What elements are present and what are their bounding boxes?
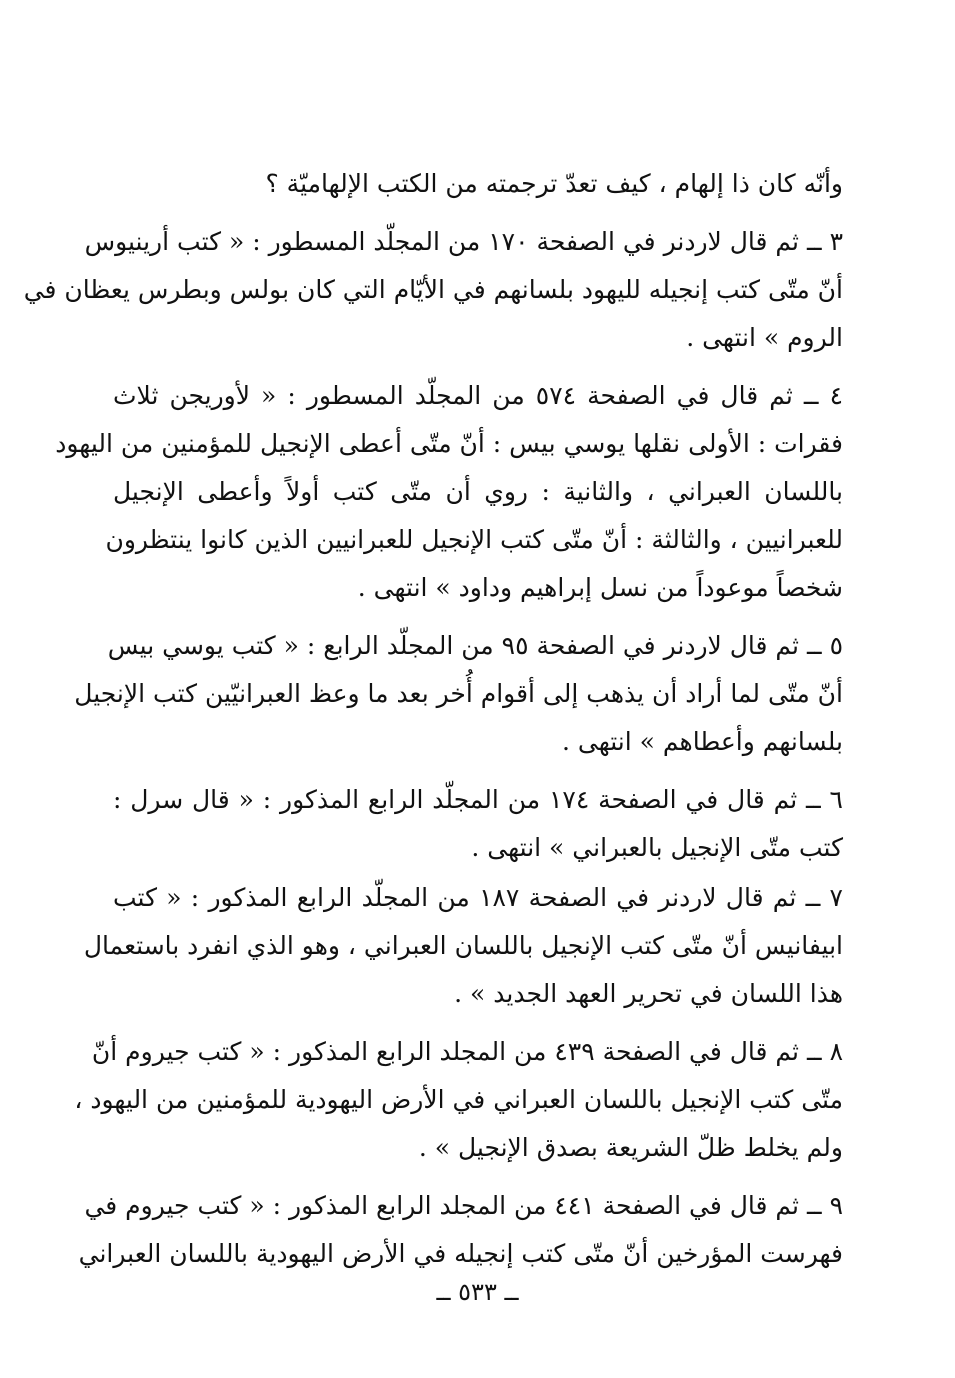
text-line: فهرست المؤرخين أنّ متّى كتب إنجيله في الأرض اليهودية باللسان العبراني <box>78 1239 843 1268</box>
paragraph-7 <box>74 1028 843 1172</box>
paragraph-1 <box>113 160 843 208</box>
text-line: ٣ ــ ثم قال لاردنر في الصفحة ١٧٠ من المجلّد المسطور : « كتب أرينيوس <box>84 227 843 256</box>
text-line: باللسان العبراني ، والثانية : روي أن متّى كتب أولاً وأعطى الإنجيل <box>113 477 843 506</box>
text-line: ٦ ــ ثم قال في الصفحة ١٧٤ من المجلّد الرابع المذكور : « قال سرل : <box>113 785 843 814</box>
page-body <box>23 160 843 1288</box>
text-line: ولم يخلط ظلّ الشريعة بصدق الإنجيل » . <box>418 1133 843 1162</box>
text-line: أنّ متّى كتب إنجيله لليهود بلسانهم في الأيّام التي كان بولس وبطرس يعظان في <box>23 275 843 304</box>
text-line: كتب متّى الإنجيل بالعبراني » انتهى . <box>471 833 843 862</box>
text-line: ابيفانيس أنّ متّى كتب الإنجيل باللسان العبراني ، وهو الذي انفرد باستعمال <box>83 931 843 960</box>
text-line: هذا اللسان في تحرير العهد الجديد » . <box>454 979 843 1008</box>
text-line: شخصاً موعوداً من نسل إبراهيم وداود » انتهى . <box>357 573 843 602</box>
paragraph-3 <box>55 372 843 612</box>
text-line: بلسانهم وأعطاهم » انتهى . <box>562 727 843 756</box>
paragraph-2 <box>23 218 843 362</box>
text-line: ٨ ــ ثم قال في الصفحة ٤٣٩ من المجلد الرابع المذكور : « كتب جيروم أنّ <box>91 1037 843 1066</box>
text-line: فقرات : الأولى نقلها يوسي بيس : أنّ متّى أعطى الإنجيل للمؤمنين من اليهود <box>55 429 843 458</box>
page-number: ــ ٥٣٣ ــ <box>436 1278 519 1306</box>
text-line: ٥ ــ ثم قال لاردنر في الصفحة ٩٥ من المجلّد الرابع : « كتب يوسي بيس <box>107 631 843 660</box>
text-line: الروم » انتهى . <box>686 323 843 352</box>
paragraph-5 <box>113 776 843 872</box>
text-line: ٤ ــ ثم قال في الصفحة ٥٧٤ من المجلّد المسطور : « لأوريجن ثلاث <box>113 381 843 410</box>
text-line: أنّ متّى لما أراد أن يذهب إلى أقوام أُخر بعد ما وعظ العبرانيّين كتب الإنجيل <box>74 679 843 708</box>
paragraph-6 <box>83 874 843 1018</box>
paragraph-4 <box>74 622 843 766</box>
text-line: وأنّه كان ذا إلهام ، كيف تعدّ ترجمته من الكتب الإلهاميّة ؟ <box>265 169 843 198</box>
text-line: للعبرانيين ، والثالثة : أنّ متّى كتب الإنجيل للعبرانيين الذين كانوا ينتظرون <box>105 525 843 554</box>
text-line: متّى كتب الإنجيل باللسان العبراني في الأرض اليهودية للمؤمنين من اليهود ، <box>74 1085 843 1114</box>
text-line: ٩ ــ ثم قال في الصفحة ٤٤١ من المجلد الرابع المذكور : « كتب جيروم في <box>84 1191 843 1220</box>
paragraph-8 <box>78 1182 843 1278</box>
text-line: ٧ ــ ثم قال لاردنر في الصفحة ١٨٧ من المجلّد الرابع المذكور : « كتب <box>113 883 843 912</box>
